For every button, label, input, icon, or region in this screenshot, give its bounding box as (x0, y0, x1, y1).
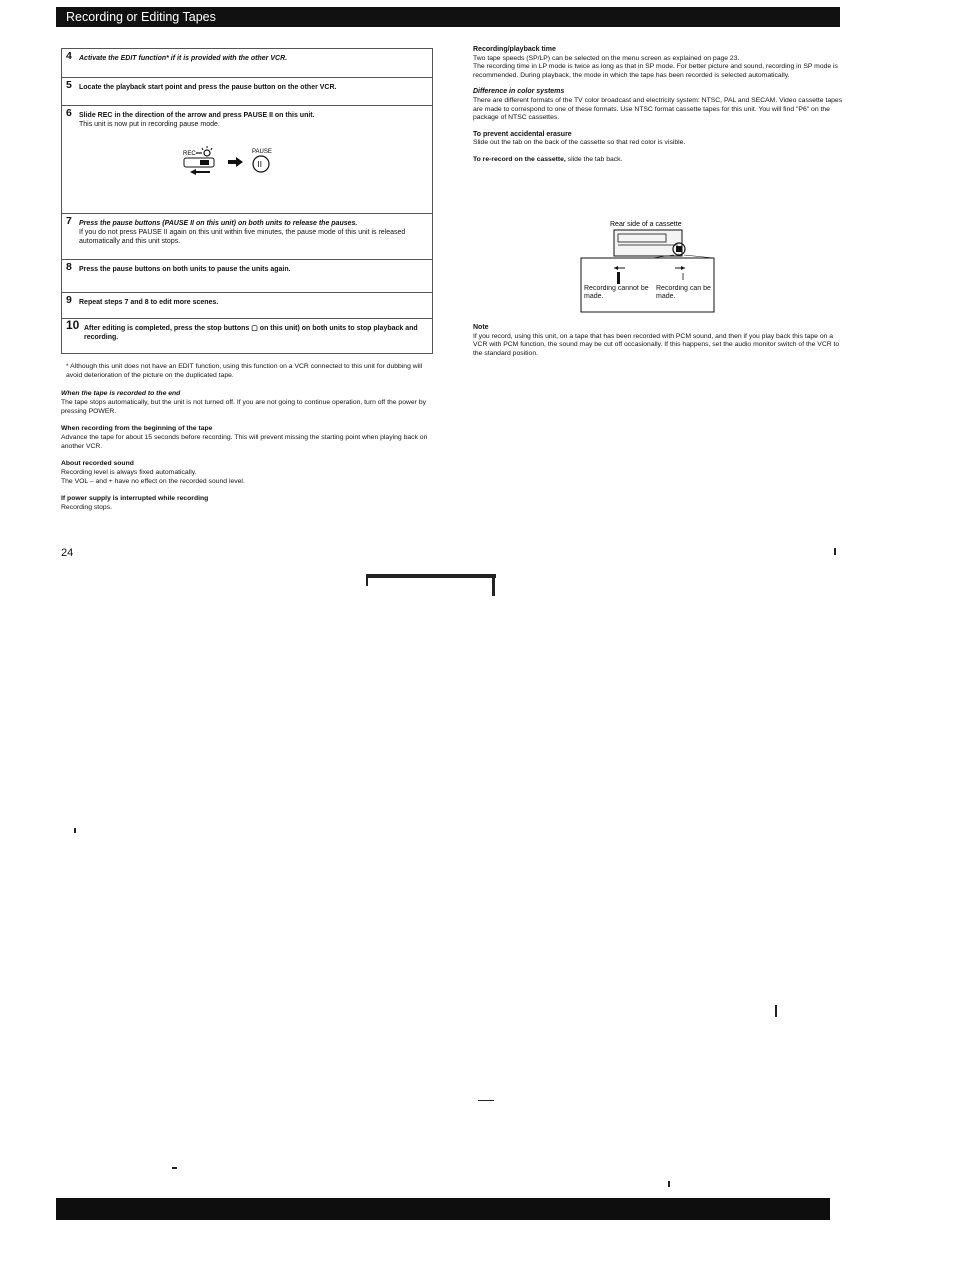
scan-artifact (492, 574, 495, 596)
note-block (61, 494, 436, 512)
step-number: 4 (66, 50, 72, 62)
note-heading: Difference in color systems (473, 88, 565, 96)
note-block (473, 88, 843, 122)
note-body: Slide out the tab on the back of the cassette so that red color is visible. (473, 139, 686, 147)
rec-label: REC (183, 151, 196, 157)
edit-footnote: * Although this unit does not have an EDIT function, using this function on a VCR connected to this unit for dubbing will avoid deterioration of the picture on the duplicated tape. (66, 363, 423, 379)
can-record-label: Recording can be made. (656, 285, 711, 300)
scan-edge-bar (56, 1198, 830, 1220)
step-number: 5 (66, 79, 72, 91)
note-block (473, 46, 843, 80)
note-block (61, 459, 436, 486)
note-body: Recording stops. (61, 504, 113, 511)
note-body: The tape stops automatically, but the unit is not turned off. If you are not going to continue operation, turn off the power by pressing POWER. (61, 399, 426, 415)
left-notes (61, 362, 436, 520)
step-number: 10 (66, 318, 80, 332)
rec-slider-icon (184, 158, 214, 167)
tab-open-icon (617, 272, 620, 284)
pcm-note (473, 324, 843, 358)
header-bar (56, 7, 840, 27)
note-heading: If power supply is interrupted while recording (61, 495, 209, 502)
arrow-right-icon (228, 157, 243, 167)
step-5 (61, 78, 433, 106)
scan-artifact (172, 1167, 177, 1169)
step-number: 7 (66, 215, 72, 227)
step-title: Repeat steps 7 and 8 to edit more scenes. (79, 299, 219, 306)
step-title: Activate the EDIT function* if it is provided with the other VCR. (79, 55, 288, 62)
scan-artifact (775, 1005, 777, 1017)
scan-artifact (366, 574, 496, 578)
step-7 (61, 214, 433, 260)
pause-label: PAUSE (252, 149, 272, 155)
rec-pause-illustration (180, 146, 290, 182)
rerecord-line (473, 156, 843, 165)
step-number: 8 (66, 261, 72, 273)
scan-artifact (366, 578, 368, 586)
note-block (61, 389, 436, 416)
note-block (473, 131, 843, 148)
step-title: Press the pause buttons (PAUSE II on this unit) on both units to release the pauses. (79, 220, 358, 227)
step-title: Slide REC in the direction of the arrow and press PAUSE II on this unit. (79, 112, 315, 119)
note-heading: When recording from the beginning of the tape (61, 425, 213, 432)
note-heading: When the tape is recorded to the end (61, 390, 181, 397)
note-body: Advance the tape for about 15 seconds before recording. This will prevent missing the starting point when playing back on another VCR. (61, 434, 428, 450)
pause-symbol: II (257, 160, 262, 169)
step-4 (61, 48, 433, 78)
note-body: Recording level is always fixed automatically. The VOL – and + have no effect on the recorded sound level. (61, 469, 245, 485)
page-title: Recording or Editing Tapes (66, 10, 216, 24)
step-number: 9 (66, 294, 72, 306)
note-heading: Recording/playback time (473, 46, 556, 53)
step-number: 6 (66, 107, 72, 119)
note-body: If you record, using this unit, on a tape that has been recorded with PCM sound, and then if you play back this tape on a VCR with PCM function, the sound may be cut off occasionally. If this happens, set the audio monitor switch of the VCR to the standard position. (473, 332, 840, 357)
cannot-record-label: Recording cannot be made. (584, 285, 649, 300)
note-heading: To prevent accidental erasure (473, 130, 572, 138)
step-9 (61, 293, 433, 319)
step-title: Locate the playback start point and press the pause button on the other VCR. (79, 84, 337, 91)
step-title: Press the pause buttons on both units to pause the units again. (79, 266, 291, 273)
cassette-caption: Rear side of a cassette (610, 221, 682, 228)
step-6 (61, 106, 433, 214)
step-8 (61, 260, 433, 293)
note-block (61, 424, 436, 451)
rerecord-body: slide the tab back. (565, 155, 623, 163)
steps-table (61, 48, 433, 354)
note-body: Two tape speeds (SP/LP) can be selected on the menu screen as explained on page 23. The recording time in LP mode is twice as long as that in SP mode. For better picture and sound, recording in SP mode is recommended. During playback, the mode in which the tape has been recorded is selected automatically. (473, 54, 838, 79)
scan-artifact (478, 1100, 494, 1101)
step-body: This unit is now put in recording pause mode. (79, 121, 220, 128)
scan-artifact (74, 828, 76, 833)
step-title: After editing is completed, press the stop buttons ▢ on this unit) on both units to stop playback and recording. (84, 325, 418, 341)
note-body: There are different formats of the TV color broadcast and electricity system: NTSC, PAL and SECAM. Video cassette tapes are made to correspond to one of these formats. Use NTSC format cassette tapes for this unit. You will find "P6" on the package of NTSC cassettes. (473, 96, 843, 122)
note-heading: Note (473, 324, 489, 331)
scan-artifact (668, 1181, 670, 1187)
right-notes (473, 46, 843, 173)
rec-indicator-icon (204, 150, 210, 156)
page-number: 24 (61, 547, 74, 559)
note-heading: About recorded sound (61, 460, 134, 467)
step-body: If you do not press PAUSE II again on this unit within five minutes, the pause mode of this unit is released automatically and this unit stops. (79, 229, 406, 245)
rerecord-heading: To re-record on the cassette, (473, 155, 566, 163)
cassette-diagram (578, 218, 718, 318)
step-10 (61, 319, 433, 354)
arrow-left-icon (190, 169, 196, 175)
scan-artifact (834, 548, 836, 555)
